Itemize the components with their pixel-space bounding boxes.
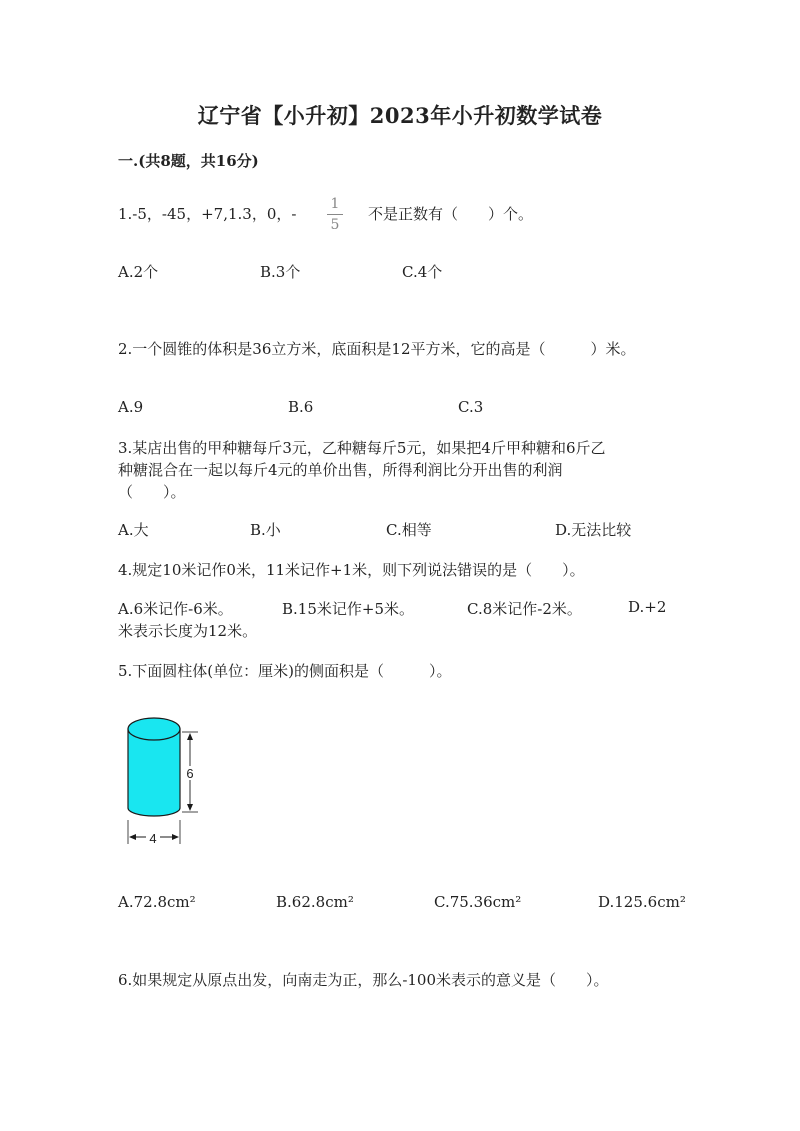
- cylinder-body: [128, 729, 180, 816]
- question-5-option-d[interactable]: D.125.6cm²: [598, 893, 686, 911]
- cylinder-figure: [118, 708, 208, 853]
- question-1-option-c[interactable]: C.4个: [402, 263, 443, 281]
- question-4-option-d-continued: 米表示长度为12米。: [118, 622, 258, 640]
- question-4-option-b[interactable]: B.15米记作+5米。: [282, 600, 414, 618]
- question-2-option-c[interactable]: C.3: [458, 398, 484, 416]
- diameter-arrow-right: [172, 834, 179, 840]
- question-1-option-b[interactable]: B.3个: [260, 263, 301, 281]
- question-3-option-b[interactable]: B.小: [250, 521, 281, 539]
- height-arrow-top: [187, 733, 193, 740]
- fraction-numerator: 1: [330, 196, 340, 212]
- question-5-option-c[interactable]: C.75.36cm²: [434, 893, 522, 911]
- question-1-option-a[interactable]: A.2个: [118, 263, 159, 281]
- fraction-bar: [327, 214, 343, 215]
- question-5-stem: 5.下面圆柱体(单位：厘米)的侧面积是（ ）。: [118, 662, 452, 680]
- question-1-fraction: [327, 197, 343, 232]
- question-4-option-c[interactable]: C.8米记作-2米。: [467, 600, 582, 618]
- question-1-stem-prefix: 1.-5，-45，+7,1.3，0，-: [118, 205, 297, 223]
- cylinder-top: [128, 718, 180, 740]
- question-4-stem: 4.规定10米记作0米，11米记作+1米，则下列说法错误的是（ ）。: [118, 561, 585, 579]
- question-3-option-c[interactable]: C.相等: [386, 521, 432, 539]
- question-5-option-b[interactable]: B.62.8cm²: [276, 893, 354, 911]
- question-4-option-d[interactable]: D.+2: [628, 598, 667, 616]
- question-2-stem: 2.一个圆锥的体积是36立方米，底面积是12平方米，它的高是（ ）米。: [118, 340, 636, 358]
- question-3-option-d[interactable]: D.无法比较: [555, 521, 632, 539]
- question-3-stem-line-1: 3.某店出售的甲种糖每斤3元，乙种糖每斤5元，如果把4斤甲种糖和6斤乙: [118, 439, 606, 457]
- question-3-stem-line-2: 种糖混合在一起以每斤4元的单价出售，所得利润比分开出售的利润: [118, 461, 563, 479]
- page-title: 辽宁省【小升初】2023年小升初数学试卷: [197, 103, 603, 128]
- question-2-option-a[interactable]: A.9: [118, 398, 144, 416]
- question-2-option-b[interactable]: B.6: [288, 398, 314, 416]
- question-5-option-a[interactable]: A.72.8cm²: [118, 893, 196, 911]
- height-label: 6: [186, 766, 194, 781]
- fraction-denominator: 5: [330, 217, 340, 233]
- question-3-stem-line-3: （ ）。: [118, 483, 186, 501]
- section-heading: 一.(共8题，共16分): [118, 152, 259, 170]
- height-arrow-bottom: [187, 804, 193, 811]
- question-3-option-a[interactable]: A.大: [118, 521, 149, 539]
- question-1-stem-suffix: 不是正数有（ ）个。: [368, 205, 534, 223]
- diameter-arrow-left: [129, 834, 136, 840]
- diameter-label: 4: [149, 831, 157, 846]
- question-4-option-a[interactable]: A.6米记作-6米。: [118, 600, 233, 618]
- question-6-stem: 6.如果规定从原点出发，向南走为正，那么-100米表示的意义是（ ）。: [118, 971, 609, 989]
